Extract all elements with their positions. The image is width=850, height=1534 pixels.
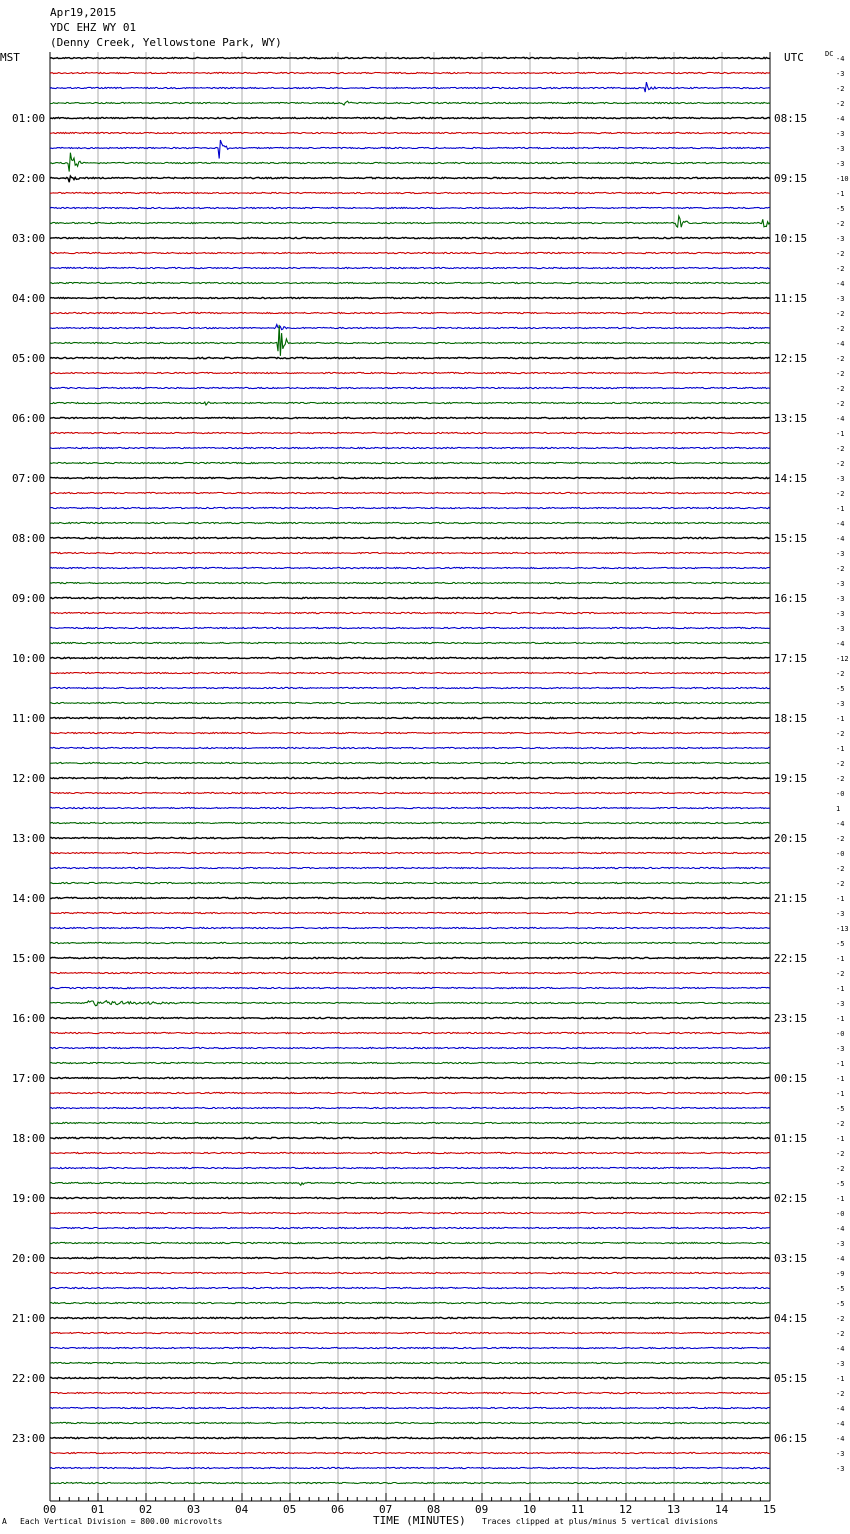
right-hour-labels <box>774 112 807 1445</box>
dc-offset-label: -2 <box>836 760 845 768</box>
left-hour-label: 06:00 <box>12 412 46 425</box>
left-hour-label: 16:00 <box>12 1012 46 1025</box>
left-hour-label: 12:00 <box>12 772 46 785</box>
right-hour-label: 17:15 <box>774 652 808 665</box>
dc-offset-label: -0 <box>836 790 845 798</box>
dc-offset-label: -3 <box>836 145 845 153</box>
dc-offset-label: -2 <box>836 100 845 108</box>
dc-offset-label: -3 <box>836 235 845 243</box>
trace-64 <box>50 1017 770 1018</box>
dc-offset-label: -3 <box>836 1360 845 1368</box>
trace-27 <box>50 462 770 463</box>
dc-offset-label: -3 <box>836 1045 845 1053</box>
station-location: (Denny Creek, Yellowstone Park, WY) <box>50 36 282 49</box>
left-hour-label: 02:00 <box>12 172 46 185</box>
dc-offset-label: -2 <box>836 400 845 408</box>
trace-44 <box>50 717 770 718</box>
trace-81 <box>50 1272 770 1273</box>
right-hour-label: 12:15 <box>774 352 808 365</box>
dc-offset-label: -1 <box>836 1075 845 1083</box>
trace-21 <box>50 372 770 373</box>
trace-63 <box>50 1001 770 1006</box>
trace-75 <box>50 1182 770 1185</box>
dc-offset-label: -2 <box>836 1165 845 1173</box>
dc-offset-label: -2 <box>836 370 845 378</box>
right-hour-label: 02:15 <box>774 1192 808 1205</box>
dc-offset-label: -2 <box>836 460 845 468</box>
dc-offset-label: -4 <box>836 535 845 543</box>
trace-60 <box>50 957 770 958</box>
trace-83 <box>50 1302 770 1303</box>
dc-offset-label: -3 <box>836 130 845 138</box>
trace-3 <box>50 101 770 105</box>
dc-offset-label: -3 <box>836 475 845 483</box>
right-hour-label: 00:15 <box>774 1072 808 1085</box>
dc-offset-label: -1 <box>836 985 845 993</box>
x-tick-label: 13 <box>667 1503 681 1516</box>
left-hour-label: 05:00 <box>12 352 46 365</box>
right-hour-label: 04:15 <box>774 1312 808 1325</box>
scale-note: Each Vertical Division = 800.00 microvolts <box>20 1517 223 1526</box>
trace-19 <box>50 325 770 356</box>
trace-59 <box>50 942 770 943</box>
dc-offset-label: -2 <box>836 1120 845 1128</box>
dc-offset-label: -2 <box>836 775 845 783</box>
trace-46 <box>50 747 770 748</box>
dc-offset-label: -3 <box>836 1450 845 1458</box>
trace-38 <box>50 627 770 628</box>
right-hour-label: 18:15 <box>774 712 808 725</box>
dc-offset-label: -3 <box>836 1465 845 1473</box>
trace-41 <box>50 672 770 673</box>
dc-offset-label: -12 <box>836 655 849 663</box>
trace-79 <box>50 1242 770 1243</box>
dc-offset-label: -5 <box>836 1285 845 1293</box>
dc-offset-label: -1 <box>836 1060 845 1068</box>
left-hour-label: 13:00 <box>12 832 46 845</box>
right-hour-label: 06:15 <box>774 1432 808 1445</box>
dc-offset-label: -3 <box>836 295 845 303</box>
dc-offset-label: -4 <box>836 1435 845 1443</box>
trace-89 <box>50 1392 770 1393</box>
trace-13 <box>50 252 770 253</box>
trace-49 <box>50 792 770 793</box>
dc-offset-label: -1 <box>836 505 845 513</box>
x-tick-label: 10 <box>523 1503 537 1516</box>
dc-offset-label: -2 <box>836 265 845 273</box>
dc-offset-labels <box>836 55 849 1473</box>
right-hour-label: 19:15 <box>774 772 808 785</box>
trace-0 <box>50 57 770 58</box>
x-axis <box>43 1493 776 1516</box>
trace-33 <box>50 552 770 553</box>
dc-offset-label: -4 <box>836 340 845 348</box>
dc-offset-label: -0 <box>836 1210 845 1218</box>
dc-offset-label: -3 <box>836 1240 845 1248</box>
trace-16 <box>50 297 770 298</box>
dc-offset-label: -4 <box>836 1345 845 1353</box>
x-tick-label: 00 <box>43 1503 57 1516</box>
dc-offset-label: -10 <box>836 175 849 183</box>
trace-47 <box>50 762 770 763</box>
dc-offset-label: 1 <box>836 805 841 813</box>
right-hour-label: 01:15 <box>774 1132 808 1145</box>
trace-14 <box>50 267 770 268</box>
left-hour-label: 11:00 <box>12 712 46 725</box>
left-hour-label: 08:00 <box>12 532 46 545</box>
trace-39 <box>50 642 770 643</box>
x-tick-label: 08 <box>427 1503 441 1516</box>
dc-offset-label: -2 <box>836 865 845 873</box>
trace-43 <box>50 702 770 703</box>
dc-offset-label: -4 <box>836 115 845 123</box>
dc-offset-label: -5 <box>836 685 845 693</box>
dc-offset-label: -3 <box>836 595 845 603</box>
trace-76 <box>50 1197 770 1198</box>
dc-offset-label: -2 <box>836 325 845 333</box>
left-hour-label: 19:00 <box>12 1192 46 1205</box>
left-hour-label: 03:00 <box>12 232 46 245</box>
trace-2 <box>50 82 770 92</box>
station-code: YDC EHZ WY 01 <box>50 21 137 34</box>
dc-offset-label: -3 <box>836 1000 845 1008</box>
trace-82 <box>50 1287 770 1288</box>
x-tick-label: 06 <box>331 1503 345 1516</box>
trace-42 <box>50 687 770 688</box>
trace-77 <box>50 1212 770 1213</box>
left-hour-label: 20:00 <box>12 1252 46 1265</box>
dc-offset-label: -2 <box>836 880 845 888</box>
trace-61 <box>50 972 770 973</box>
right-hour-label: 05:15 <box>774 1372 808 1385</box>
trace-15 <box>50 282 770 283</box>
dc-offset-label: -2 <box>836 730 845 738</box>
right-hour-label: 20:15 <box>774 832 808 845</box>
trace-26 <box>50 447 770 448</box>
trace-12 <box>50 237 770 238</box>
dc-offset-label: -1 <box>836 1015 845 1023</box>
trace-50 <box>50 807 770 808</box>
trace-17 <box>50 312 770 313</box>
trace-92 <box>50 1437 770 1438</box>
trace-4 <box>50 117 770 118</box>
left-hour-labels <box>12 112 45 1445</box>
dc-offset-label: -5 <box>836 1180 845 1188</box>
x-tick-label: 12 <box>619 1503 633 1516</box>
x-tick-label: 01 <box>91 1503 105 1516</box>
dc-offset-label: -3 <box>836 160 845 168</box>
dc-offset-label: -2 <box>836 835 845 843</box>
left-timezone-label: MST <box>0 51 20 64</box>
trace-66 <box>50 1047 770 1048</box>
trace-71 <box>50 1122 770 1123</box>
dc-offset-label: -2 <box>836 355 845 363</box>
dc-offset-label: -1 <box>836 1135 845 1143</box>
trace-8 <box>50 176 770 182</box>
dc-offset-label: -4 <box>836 1225 845 1233</box>
trace-1 <box>50 72 770 73</box>
left-hour-label: 23:00 <box>12 1432 46 1445</box>
right-hour-label: 09:15 <box>774 172 808 185</box>
dc-offset-label: -4 <box>836 1255 845 1263</box>
trace-73 <box>50 1152 770 1153</box>
left-hour-label: 09:00 <box>12 592 46 605</box>
dc-offset-label: -2 <box>836 565 845 573</box>
dc-offset-label: -2 <box>836 310 845 318</box>
dc-offset-label: -4 <box>836 1420 845 1428</box>
trace-32 <box>50 537 770 538</box>
trace-28 <box>50 477 770 478</box>
dc-offset-label: -3 <box>836 700 845 708</box>
dc-offset-label: -5 <box>836 205 845 213</box>
trace-31 <box>50 522 770 523</box>
trace-54 <box>50 867 770 868</box>
trace-25 <box>50 432 770 433</box>
trace-23 <box>50 402 770 405</box>
dc-offset-label: -2 <box>836 445 845 453</box>
left-hour-label: 22:00 <box>12 1372 46 1385</box>
x-tick-label: 05 <box>283 1503 297 1516</box>
trace-85 <box>50 1332 770 1333</box>
dc-offset-label: -0 <box>836 1030 845 1038</box>
dc-offset-label: -3 <box>836 580 845 588</box>
left-hour-label: 15:00 <box>12 952 46 965</box>
left-hour-label: 07:00 <box>12 472 46 485</box>
trace-72 <box>50 1137 770 1138</box>
dc-offset-label: -2 <box>836 220 845 228</box>
right-hour-label: 16:15 <box>774 592 808 605</box>
trace-86 <box>50 1347 770 1348</box>
dc-offset-label: -0 <box>836 850 845 858</box>
dc-offset-label: -2 <box>836 1315 845 1323</box>
left-hour-label: 21:00 <box>12 1312 46 1325</box>
dc-offset-label: -1 <box>836 430 845 438</box>
dc-offset-label: -4 <box>836 520 845 528</box>
x-tick-label: 02 <box>139 1503 153 1516</box>
trace-37 <box>50 612 770 613</box>
trace-7 <box>50 153 770 172</box>
dc-offset-label: -4 <box>836 415 845 423</box>
dc-offset-label: -5 <box>836 1105 845 1113</box>
dc-offset-label: -1 <box>836 1090 845 1098</box>
trace-90 <box>50 1407 770 1408</box>
left-hour-label: 14:00 <box>12 892 46 905</box>
trace-45 <box>50 732 770 733</box>
dc-offset-label: -1 <box>836 895 845 903</box>
trace-68 <box>50 1077 770 1078</box>
dc-offset-label: -2 <box>836 1330 845 1338</box>
trace-56 <box>50 897 770 898</box>
trace-62 <box>50 987 770 988</box>
seismogram-traces <box>50 57 770 1483</box>
trace-30 <box>50 507 770 508</box>
trace-74 <box>50 1167 770 1168</box>
right-hour-label: 10:15 <box>774 232 808 245</box>
trace-87 <box>50 1362 770 1363</box>
trace-69 <box>50 1092 770 1093</box>
trace-57 <box>50 912 770 913</box>
trace-22 <box>50 387 770 388</box>
trace-78 <box>50 1227 770 1228</box>
dc-offset-label: -2 <box>836 385 845 393</box>
trace-93 <box>50 1452 770 1453</box>
right-hour-label: 08:15 <box>774 112 808 125</box>
trace-84 <box>50 1317 770 1318</box>
left-hour-label: 01:00 <box>12 112 46 125</box>
dc-offset-label: -3 <box>836 610 845 618</box>
x-tick-label: 03 <box>187 1503 201 1516</box>
right-hour-label: 14:15 <box>774 472 808 485</box>
dc-offset-label: -4 <box>836 640 845 648</box>
dc-offset-label: -9 <box>836 1270 845 1278</box>
trace-6 <box>50 140 770 159</box>
dc-offset-label: -3 <box>836 625 845 633</box>
x-tick-label: 14 <box>715 1503 729 1516</box>
dc-offset-label: -3 <box>836 70 845 78</box>
x-tick-label: 09 <box>475 1503 489 1516</box>
dc-offset-label: -3 <box>836 910 845 918</box>
x-tick-label: 15 <box>763 1503 777 1516</box>
trace-80 <box>50 1257 770 1258</box>
dc-offset-header: DC <box>825 50 834 58</box>
trace-88 <box>50 1377 770 1378</box>
dc-offset-label: -5 <box>836 1300 845 1308</box>
dc-offset-label: -4 <box>836 55 845 63</box>
right-hour-label: 22:15 <box>774 952 808 965</box>
left-hour-label: 04:00 <box>12 292 46 305</box>
trace-20 <box>50 357 770 358</box>
trace-51 <box>50 822 770 823</box>
trace-48 <box>50 777 770 778</box>
left-hour-label: 17:00 <box>12 1072 46 1085</box>
trace-67 <box>50 1062 770 1063</box>
trace-95 <box>50 1482 770 1483</box>
dc-offset-label: -2 <box>836 670 845 678</box>
right-hour-label: 15:15 <box>774 532 808 545</box>
trace-91 <box>50 1422 770 1423</box>
dc-offset-label: -4 <box>836 1405 845 1413</box>
right-hour-label: 23:15 <box>774 1012 808 1025</box>
trace-34 <box>50 567 770 568</box>
trace-35 <box>50 582 770 583</box>
trace-24 <box>50 417 770 418</box>
trace-40 <box>50 657 770 658</box>
trace-58 <box>50 927 770 928</box>
dc-offset-label: -13 <box>836 925 849 933</box>
x-tick-label: 11 <box>571 1503 585 1516</box>
x-axis-title: TIME (MINUTES) <box>373 1514 466 1527</box>
trace-65 <box>50 1032 770 1033</box>
trace-55 <box>50 882 770 883</box>
dc-offset-label: -4 <box>836 820 845 828</box>
left-hour-label: 18:00 <box>12 1132 46 1145</box>
dc-offset-label: -1 <box>836 190 845 198</box>
right-hour-label: 11:15 <box>774 292 808 305</box>
x-tick-label: 07 <box>379 1503 393 1516</box>
dc-offset-label: -2 <box>836 250 845 258</box>
trace-5 <box>50 132 770 133</box>
trace-53 <box>50 852 770 853</box>
trace-36 <box>50 597 770 598</box>
dc-offset-label: -2 <box>836 490 845 498</box>
dc-offset-label: -3 <box>836 550 845 558</box>
dc-offset-label: -2 <box>836 1150 845 1158</box>
right-timezone-label: UTC <box>784 51 804 64</box>
dc-offset-label: -5 <box>836 940 845 948</box>
trace-11 <box>50 216 770 227</box>
trace-94 <box>50 1467 770 1468</box>
dc-offset-label: -1 <box>836 745 845 753</box>
trace-9 <box>50 192 770 193</box>
right-hour-label: 13:15 <box>774 412 808 425</box>
dc-offset-label: -2 <box>836 85 845 93</box>
dc-offset-label: -1 <box>836 1375 845 1383</box>
trace-70 <box>50 1107 770 1108</box>
trace-18 <box>50 325 770 330</box>
clip-note: Traces clipped at plus/minus 5 vertical divisions <box>482 1517 719 1526</box>
left-hour-label: 10:00 <box>12 652 46 665</box>
plot-date: Apr19,2015 <box>50 6 117 19</box>
x-tick-label: 04 <box>235 1503 249 1516</box>
dc-offset-label: -1 <box>836 715 845 723</box>
dc-offset-label: -1 <box>836 1195 845 1203</box>
dc-offset-label: -2 <box>836 1390 845 1398</box>
logo-mark: A <box>2 1517 7 1526</box>
dc-offset-label: -1 <box>836 955 845 963</box>
dc-offset-label: -4 <box>836 280 845 288</box>
trace-52 <box>50 837 770 838</box>
right-hour-label: 21:15 <box>774 892 808 905</box>
dc-offset-label: -2 <box>836 970 845 978</box>
trace-29 <box>50 492 770 493</box>
right-hour-label: 03:15 <box>774 1252 808 1265</box>
trace-10 <box>50 207 770 208</box>
